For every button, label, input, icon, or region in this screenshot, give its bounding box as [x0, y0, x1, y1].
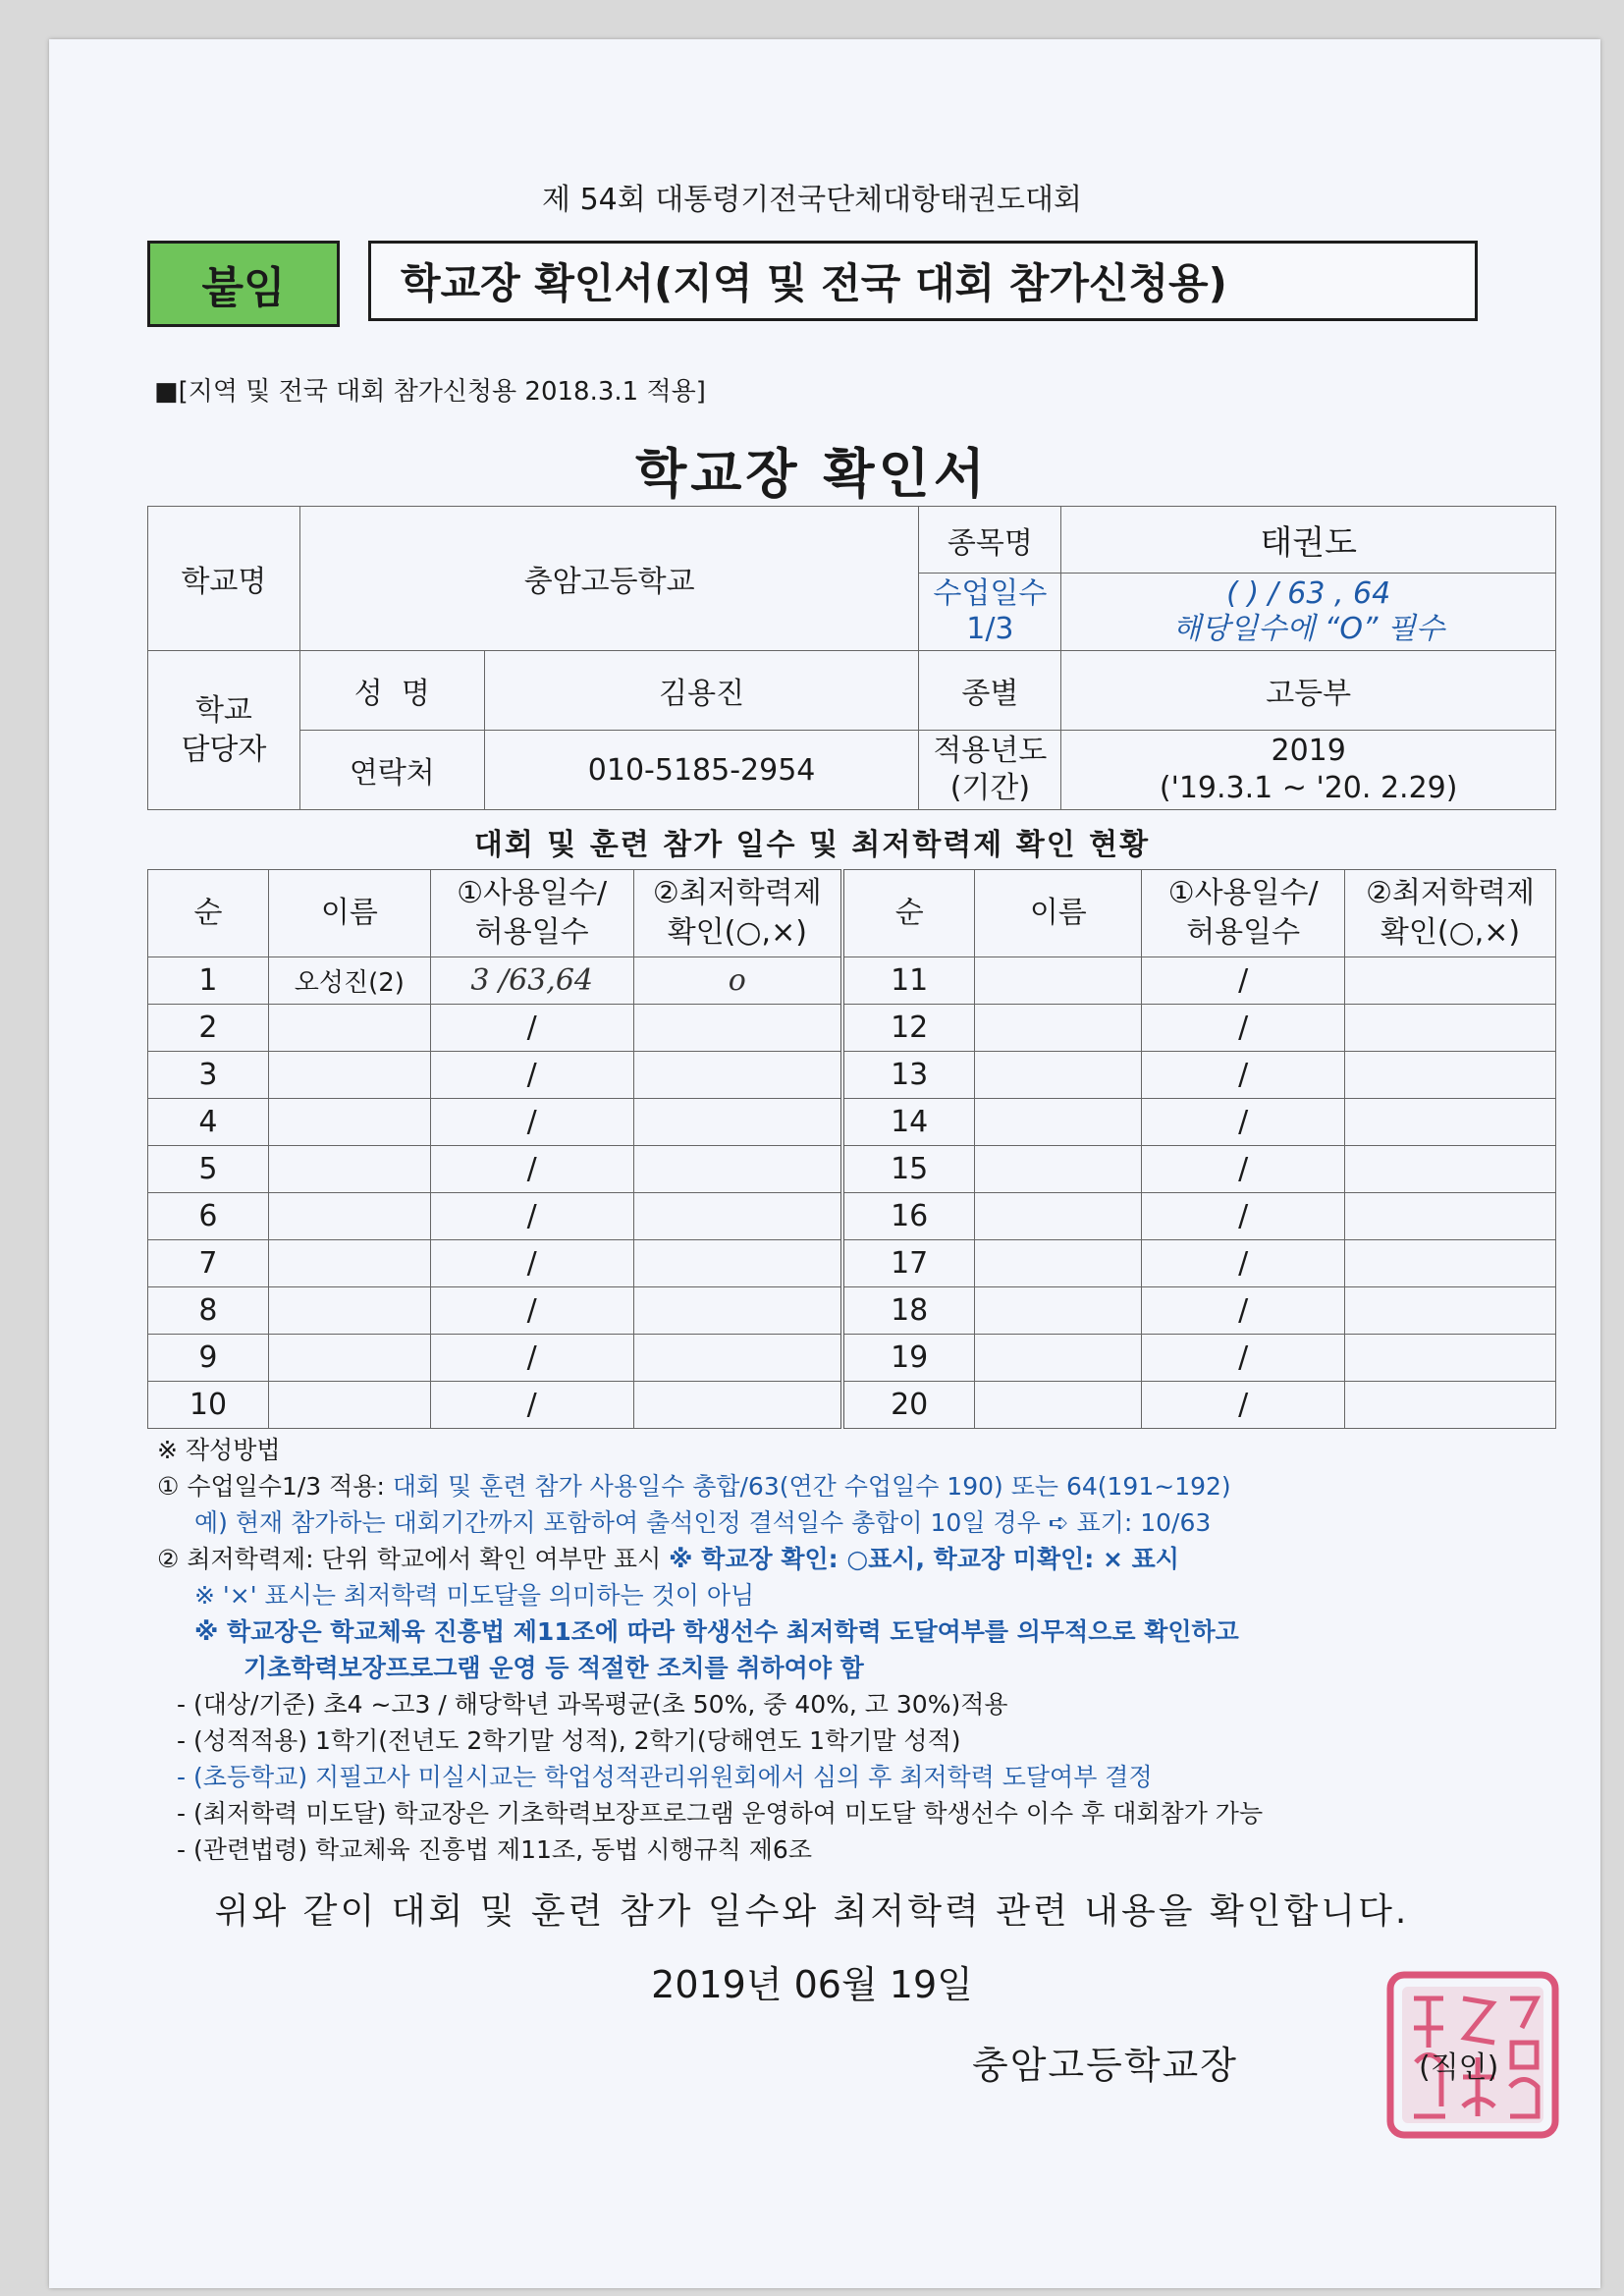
period-text: ('19.3.1 ~ '20. 2.29)	[1159, 771, 1458, 805]
row-days: /	[430, 1005, 633, 1052]
row-days-right: /	[1142, 1335, 1345, 1382]
note-2-sub3: 기초학력보장프로그램 운영 등 적절한 조치를 취하여야 함	[244, 1654, 864, 1682]
note-1	[157, 1468, 1571, 1504]
sport-value: 태권도	[1061, 507, 1556, 574]
row-no-right: 16	[842, 1193, 975, 1240]
table-row	[148, 1052, 1556, 1099]
event-title: 제 54회 대통령기전국단체대항태권도대회	[542, 183, 1082, 217]
note-2-sub2: ※ 학교장은 학교체육 진흥법 제11조에 따라 학생선수 최저학력 도달여부를 의무적으로 확인하고	[194, 1617, 1239, 1646]
row-no-right: 18	[842, 1287, 975, 1335]
row-days-right: /	[1142, 1005, 1345, 1052]
row-name	[268, 1382, 430, 1429]
days-value-text: ( ) / 63 , 64	[1226, 576, 1391, 611]
row-check-right	[1345, 1099, 1556, 1146]
row-days: 3 /63,64	[430, 957, 633, 1005]
row-name-right	[975, 1099, 1142, 1146]
school-label: 학교명	[148, 507, 300, 651]
info-table	[147, 506, 1556, 810]
row-days-right: /	[1142, 1382, 1345, 1429]
notes-heading: ※ 작성방법	[157, 1436, 281, 1464]
row-check	[633, 1382, 842, 1429]
row-days-right: /	[1142, 1099, 1345, 1146]
row-days-right: /	[1142, 957, 1345, 1005]
staff-label-line1: 학교	[194, 692, 252, 728]
row-name	[268, 1005, 430, 1052]
row-name-right	[975, 1335, 1142, 1382]
note-1-label: ① 수업일수1/3 적용:	[157, 1472, 385, 1501]
row-check-right	[1345, 1193, 1556, 1240]
detail-2: - (성적적용) 1학기(전년도 2학기말 성적), 2학기(당해연도 1학기말 성적)	[177, 1726, 961, 1755]
detail-5: - (관련법령) 학교체육 진흥법 제11조, 동법 시행규칙 제6조	[177, 1835, 812, 1864]
detail-4: - (최저학력 미도달) 학교장은 기초학력보장프로그램 운영하여 미도달 학생선수 이수 후 대회참가 가능	[177, 1799, 1264, 1828]
year-label	[919, 731, 1061, 810]
row-check	[633, 1335, 842, 1382]
row-check-right	[1345, 1240, 1556, 1287]
row-days-right: /	[1142, 1193, 1345, 1240]
writing-notes	[157, 1432, 1571, 1868]
col-name-right: 이름	[975, 870, 1142, 957]
col-check-right	[1345, 870, 1556, 957]
table-row	[148, 1335, 1556, 1382]
year-text: 2019	[1271, 734, 1346, 768]
detail-1: - (대상/기준) 초4 ~고3 / 해당학년 과목평균(초 50%, 중 40%, 고 30%)적용	[177, 1690, 1008, 1719]
status-table	[147, 869, 1556, 1429]
table-row	[148, 1099, 1556, 1146]
name-label: 성 명	[299, 651, 484, 731]
row-name	[268, 1146, 430, 1193]
row-no-right: 12	[842, 1005, 975, 1052]
sport-label: 종목명	[919, 507, 1061, 574]
days-label-line1: 수업일수	[933, 576, 1048, 611]
division-value: 고등부	[1061, 651, 1556, 731]
row-no: 2	[148, 1005, 269, 1052]
note-2-label: ② 최저학력제: 단위 학교에서 확인 여부만 표시	[157, 1545, 662, 1573]
row-days: /	[430, 1287, 633, 1335]
row-no-right: 13	[842, 1052, 975, 1099]
days-value	[1061, 574, 1556, 651]
status-heading: 대회 및 훈련 참가 일수 및 최저학력제 확인 현황	[473, 828, 1151, 862]
col-days-line1: ①사용일수/	[457, 876, 608, 910]
row-no-right: 11	[842, 957, 975, 1005]
row-days-right: /	[1142, 1287, 1345, 1335]
row-name	[268, 1099, 430, 1146]
table-row	[148, 1382, 1556, 1429]
row-days: /	[430, 1099, 633, 1146]
row-no: 7	[148, 1240, 269, 1287]
table-row	[148, 1005, 1556, 1052]
table-row	[148, 957, 1556, 1005]
row-no-right: 17	[842, 1240, 975, 1287]
col-days-right	[1142, 870, 1345, 957]
table-row	[148, 1146, 1556, 1193]
row-name-right	[975, 957, 1142, 1005]
row-name: 오성진(2)	[268, 957, 430, 1005]
form-title-box: 학교장 확인서(지역 및 전국 대회 참가신청용)	[368, 241, 1478, 321]
row-days: /	[430, 1146, 633, 1193]
row-name-right	[975, 1005, 1142, 1052]
issue-date: 2019년 06월 19일	[651, 1963, 973, 2006]
row-no: 10	[148, 1382, 269, 1429]
row-check: o	[633, 957, 842, 1005]
row-check	[633, 1240, 842, 1287]
year-value	[1061, 731, 1556, 810]
row-name-right	[975, 1240, 1142, 1287]
row-no-right: 14	[842, 1099, 975, 1146]
col-days-right-line1: ①사용일수/	[1167, 876, 1319, 910]
row-no: 9	[148, 1335, 269, 1382]
row-days-right: /	[1142, 1052, 1345, 1099]
col-check	[633, 870, 842, 957]
note-1-text: 대회 및 훈련 참가 사용일수 총합/63(연간 수업일수 190) 또는 64(191~192)	[392, 1472, 1231, 1501]
row-days-right: /	[1142, 1146, 1345, 1193]
row-name	[268, 1335, 430, 1382]
row-days: /	[430, 1335, 633, 1382]
staff-label-line2: 담당자	[181, 732, 267, 767]
staff-label	[148, 651, 300, 810]
row-check-right	[1345, 957, 1556, 1005]
col-check-right-line1: ②최저학력제	[1366, 876, 1535, 910]
row-no: 6	[148, 1193, 269, 1240]
row-no-right: 15	[842, 1146, 975, 1193]
row-check	[633, 1287, 842, 1335]
row-check-right	[1345, 1146, 1556, 1193]
note-1-example: 예) 현재 참가하는 대회기간까지 포함하여 출석인정 결석일수 총합이 10일 경우 ➪ 표기: 10/63	[194, 1508, 1212, 1537]
detail-3: - (초등학교) 지필고사 미실시교는 학업성적관리위원회에서 심의 후 최저학력 도달여부 결정	[177, 1763, 1153, 1791]
col-days-right-line2: 허용일수	[1186, 915, 1301, 950]
table-row	[148, 1240, 1556, 1287]
row-name-right	[975, 1146, 1142, 1193]
principal-title: 충암고등학교장	[972, 2044, 1238, 2087]
row-days: /	[430, 1240, 633, 1287]
row-days-right: /	[1142, 1240, 1345, 1287]
row-no: 1	[148, 957, 269, 1005]
col-check-line1: ②최저학력제	[652, 876, 822, 910]
row-check	[633, 1193, 842, 1240]
col-days-line2: 허용일수	[474, 915, 589, 950]
col-name: 이름	[268, 870, 430, 957]
contact-value: 010-5185-2954	[484, 731, 919, 810]
row-check-right	[1345, 1335, 1556, 1382]
row-name-right	[975, 1052, 1142, 1099]
row-name-right	[975, 1382, 1142, 1429]
row-name	[268, 1193, 430, 1240]
row-no: 5	[148, 1146, 269, 1193]
division-label: 종별	[919, 651, 1061, 731]
col-check-line2: 확인(○,×)	[667, 915, 807, 950]
row-no-right: 20	[842, 1382, 975, 1429]
year-label-line1: 적용년도	[933, 734, 1048, 768]
days-note-text: 해당일수에 “O” 필수	[1172, 612, 1444, 646]
col-days	[430, 870, 633, 957]
main-title: 학교장 확인서	[635, 443, 989, 505]
row-check	[633, 1099, 842, 1146]
attachment-badge: 붙임	[147, 241, 340, 327]
row-name	[268, 1287, 430, 1335]
row-check	[633, 1005, 842, 1052]
seal-label: (직인)	[1419, 2050, 1499, 2085]
row-check-right	[1345, 1287, 1556, 1335]
row-days: /	[430, 1052, 633, 1099]
year-label-line2: (기간)	[949, 771, 1031, 805]
col-no: 순	[148, 870, 269, 957]
table-row	[148, 1193, 1556, 1240]
col-check-right-line2: 확인(○,×)	[1380, 915, 1521, 950]
row-name-right	[975, 1287, 1142, 1335]
row-no-right: 19	[842, 1335, 975, 1382]
staff-name: 김용진	[484, 651, 919, 731]
row-name-right	[975, 1193, 1142, 1240]
row-days: /	[430, 1382, 633, 1429]
note-2-text: ※ 학교장 확인: ○표시, 학교장 미확인: × 표시	[669, 1545, 1179, 1573]
applied-note: ■[지역 및 전국 대회 참가신청용 2018.3.1 적용]	[154, 377, 706, 407]
row-check	[633, 1146, 842, 1193]
status-header-row	[148, 870, 1556, 957]
row-name	[268, 1240, 430, 1287]
days-label	[919, 574, 1061, 651]
col-no-right: 순	[842, 870, 975, 957]
note-2	[157, 1541, 1571, 1577]
note-2-sub1: ※ '×' 표시는 최저학력 미도달을 의미하는 것이 아님	[194, 1581, 755, 1610]
row-check-right	[1345, 1052, 1556, 1099]
table-row	[148, 1287, 1556, 1335]
confirmation-statement: 위와 같이 대회 및 훈련 참가 일수와 최저학력 관련 내용을 확인합니다.	[214, 1891, 1410, 1932]
row-check-right	[1345, 1382, 1556, 1429]
row-no: 3	[148, 1052, 269, 1099]
school-name: 충암고등학교	[299, 507, 919, 651]
row-days: /	[430, 1193, 633, 1240]
row-no: 8	[148, 1287, 269, 1335]
row-name	[268, 1052, 430, 1099]
row-no: 4	[148, 1099, 269, 1146]
row-check-right	[1345, 1005, 1556, 1052]
contact-label: 연락처	[299, 731, 484, 810]
days-label-line2: 1/3	[966, 612, 1014, 646]
row-check	[633, 1052, 842, 1099]
